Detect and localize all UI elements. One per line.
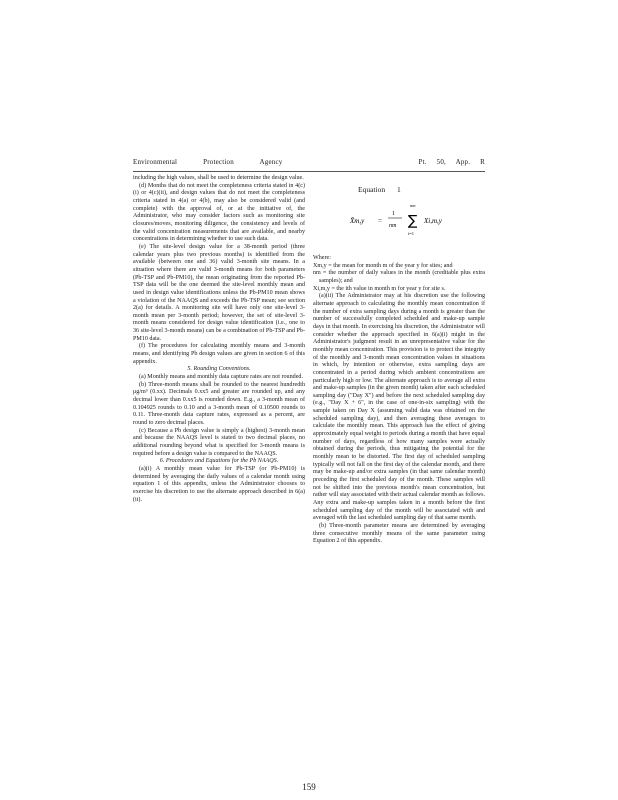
equation-frac-num: 1 xyxy=(392,211,395,217)
paragraph: including the high values, shall be used to determine the design value. xyxy=(133,175,304,181)
running-header xyxy=(133,158,485,170)
paragraph: (d) Months that do not meet the completeness criteria stated in 4(c)(i) or 4(c)(ii), and design values that do not meet the completeness criteria stated in 4(a) or 4(b), may also be considered valid (and complete) with the approval of, or at the initiative of, the Administrator, who may consider factors such as monitoring site closures/moves, monitoring diligence, the consistency and levels of the valid concentration measurements that are available, and nearby concentrations in determining whether to use such data. xyxy=(133,182,305,243)
paragraph: 5. Rounding Conventions. xyxy=(187,366,251,373)
paragraph: (c) Because a Pb design value is simply a (highest) 3-month mean and because the NAAQS level is stated to two decimal places, no additional rounding beyond what is specified for 3-month means is required before a design value is compared to the NAAQS. xyxy=(133,427,305,457)
equation-sum-top: nm xyxy=(410,203,416,208)
paragraph: (b) Three-month means shall be rounded to the nearest hundredth μg/m³ (0.xx). Decimals 0.xx5 and greater are rounded up, and any decimal lower than 0.xx5 is rounded down. E.g., a 3-month mean of 0.104925 rounds to 0.10 and a 3-month mean of 0.10500 rounds to 0.11. Three-month data capture rates, expressed as a percent, are round to zero decimal places. xyxy=(133,381,305,426)
paragraph: (a)(i) A monthly mean value for Pb-TSP (or Pb-PM10) is determined by averaging the daily values of a calendar month using equation 1 of this appendix, unless the Administrator chooses to exercise his discretion to use the alternate approach described in 6(a)(ii). xyxy=(133,465,305,503)
equation-lhs: X̄m,y xyxy=(350,217,365,225)
paragraph: nm = the number of daily values in the month (creditable plus extra samples); and xyxy=(313,270,485,284)
right-column xyxy=(313,255,485,546)
paragraph: (a)(ii) The Administrator may at his discretion use the following alternate approach to calculating the monthly mean concentration if the number of extra sampling days during a month is greater than the number of successfully completed scheduled and make-up sample days in that month. In exercising his discretion, the Administrator will consider whether the approach specified in 6(a)(i) might in the Administrator's judgment result in an unrepresentative value for the monthly mean concentration. This provision is to protect the integrity of the monthly and 3-month mean concentration values in situations in which, by intention or otherwise, extra sampling days are concentrated in a period during which ambient concentrations are particularly high or low. The alternate approach is to average all extra and make-up samples (in the given month) taken after each scheduled sampling day ("Day X") and before the next scheduled sampling day (e.g., "Day X + 6", in the case of one-in-six sampling) with the sample taken on Day X (assuming valid data was obtained on the scheduled sampling day), and then averaging these averages to calculate the monthly mean. This approach has the effect of giving approximately equal weight to periods during a month that have equal number of days, regardless of how many samples were actually obtained during the periods, thus mitigating the potential for the monthly mean to be distorted. The first day of scheduled sampling typically will not fall on the first day of the calendar month, and there may be make-up and/or extra samples (in that same calendar month) preceding the first scheduled day of the month. These samples will not be shifted into the previous month's mean concentration, but rather will stay associated with their actual calendar month as follows. Any extra and make-up samples taken in a month before the first scheduled sampling day of the month will be associated with and averaged with the last scheduled sampling day of that same month. xyxy=(313,293,485,522)
equation-title: Equation 1 xyxy=(358,185,401,194)
header-agency: Environmental Protection Agency xyxy=(133,158,283,166)
equation-block xyxy=(313,175,485,251)
equation-sum-bottom: i=1 xyxy=(408,231,415,236)
equation-term: Xi,m,y xyxy=(424,217,442,225)
svg-text:∑: ∑ xyxy=(408,213,418,229)
paragraph: Xm,y = the mean for month m of the year y for sites; and xyxy=(313,262,453,269)
equation-formula xyxy=(348,199,458,239)
paragraph: (e) The site-level design value for a 38-month period (three calendar years plus two previous months) is identified from the available (between one and 36) valid 3-month site means. In a situation where there are valid 3-month means for both parameters (Pb-TSP and Pb-PM10), the mean originating from the reported Pb-TSP data will be the one deemed the site-level monthly mean and used in design value identifications unless the Pb-PM10 mean shows a violation of the NAAQS and exceeds the Pb-TSP mean; see section 2(a) for details. A monitoring site will have only one site-level 3-month mean per 3-month period; however, the set of site-level 3-month means considered for design value identification (i.e., one to 36 site-level 3-month means) can be a combination of Pb-TSP and Pb-PM10 data. xyxy=(133,243,305,342)
paragraph: Where: xyxy=(313,255,331,261)
header-rule xyxy=(133,171,485,172)
paragraph: 6. Procedures and Equations for the Pb NAAQS. xyxy=(159,458,279,465)
paragraph: (b) Three-month parameter means are determined by averaging three consecutive monthly means of the same parameter using Equation 2 of this appendix. xyxy=(313,522,485,545)
paragraph: (f) The procedures for calculating monthly means and 3-month means, and identifying Pb design values are given in section 6 of this appendix. xyxy=(133,343,305,365)
paragraph: (a) Monthly means and monthly data capture rates are not rounded. xyxy=(139,374,303,381)
svg-text:=: = xyxy=(378,217,382,225)
equation-frac-den: nm xyxy=(389,223,397,229)
header-section: Pt. 50, App. R xyxy=(418,158,485,166)
left-column xyxy=(133,175,305,504)
page-number: 159 xyxy=(302,782,316,792)
paragraph: Xi,m,y = the ith value in month m for year y for site s. xyxy=(313,285,446,292)
